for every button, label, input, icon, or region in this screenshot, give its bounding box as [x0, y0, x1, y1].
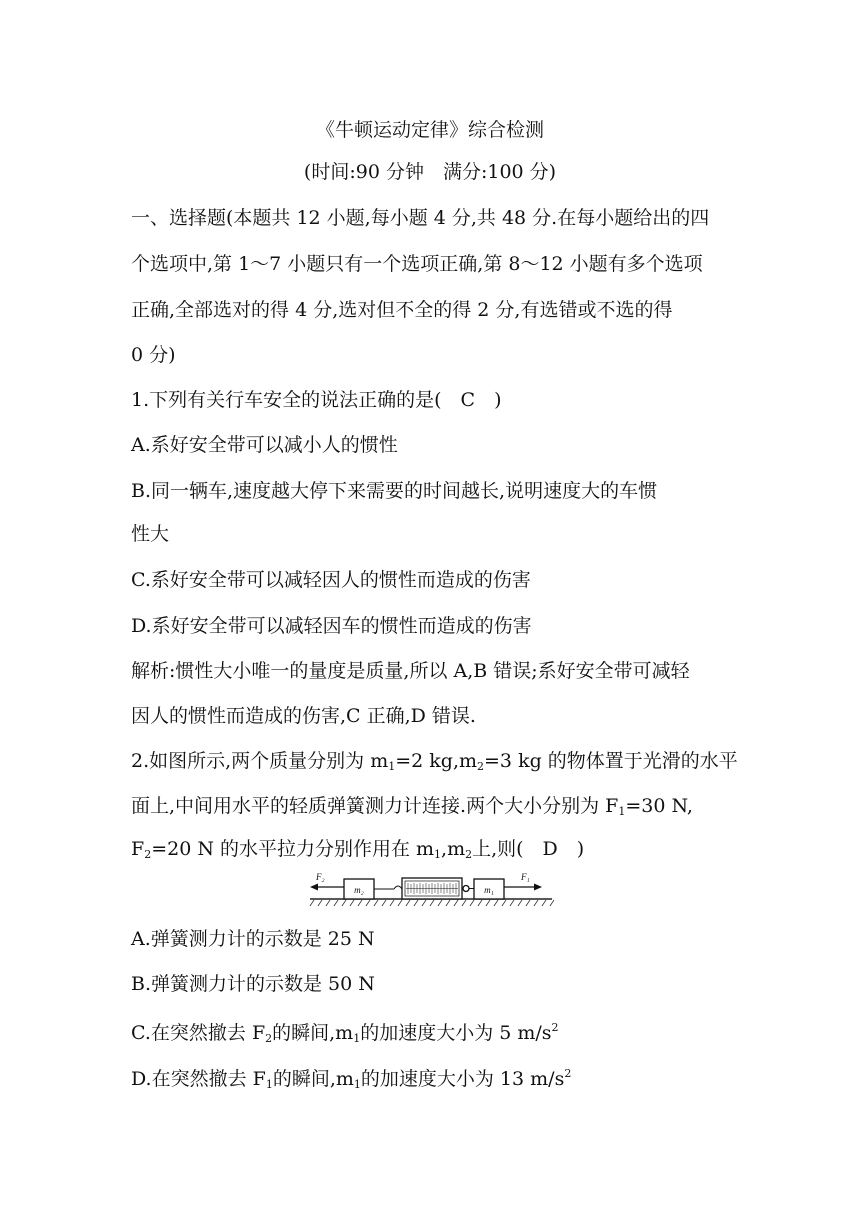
section-header-line: 一、选择题(本题共 12 小题,每小题 4 分,共 48 分.在每小题给出的四 [131, 207, 710, 229]
q1-option-c: C.系好安全带可以减轻因人的惯性而造成的伤害 [131, 569, 531, 591]
section-header-line: 个选项中,第 1～7 小题只有一个选项正确,第 8～12 小题有多个选项 [131, 253, 703, 275]
q1-analysis: 解析:惯性大小唯一的量度是质量,所以 A,B 错误;系好安全带可减轻 [131, 660, 690, 682]
q2-stem-line3: $F_2=20$ N 的水平拉力分别作用在 $m_1,m_2$上,则( D ) [131, 838, 585, 861]
q2-option-d: D.在突然撤去 $F_1$的瞬间$,m_1$的加速度大小为 13 $m/s^2$ [131, 1067, 572, 1091]
q1-option-a: A.系好安全带可以减小人的惯性 [131, 434, 398, 456]
q2-option-b: B.弹簧测力计的示数是 50 N [131, 973, 375, 995]
section-header-line: 正确,全部选对的得 4 分,选对但不全的得 2 分,有选错或不选的得 [131, 299, 673, 321]
f1-label: F₁ [521, 872, 530, 882]
q2-stem-line1: 2.如图所示,两个质量分别为 $m_1=2$ $kg,m_2=3$ kg 的物体置于光滑的水平 [131, 750, 738, 773]
q1-analysis-cont: 因人的惯性而造成的伤害,C 正确,D 错误. [131, 705, 476, 727]
section-header-line: 0 分) [131, 344, 176, 366]
page-subtitle: (时间:90 分钟 满分:100 分) [303, 161, 557, 183]
f1-arrowhead [534, 884, 542, 891]
m1-label: m₁ [484, 885, 494, 895]
q2-stem-line2: 面上,中间用水平的轻质弹簧测力计连接.两个大小分别为 $F_1=30$ N, [131, 795, 693, 818]
f2-label: F₂ [316, 872, 325, 882]
hook-icon [394, 886, 402, 889]
q1-option-b-cont: 性大 [131, 523, 170, 545]
page-title: 《牛顿运动定律》综合检测 [315, 119, 544, 141]
q1-stem: 1.下列有关行车安全的说法正确的是( C ) [131, 389, 502, 411]
q1-option-d: D.系好安全带可以减轻因车的惯性而造成的伤害 [131, 615, 532, 637]
m2-label: m₂ [354, 885, 364, 895]
ground-hatch [310, 900, 554, 906]
spring-scale-figure [306, 868, 556, 910]
q1-option-b: B.同一辆车,速度越大停下来需要的时间越长,说明速度大的车惯 [131, 480, 658, 502]
scale-ring-icon [463, 886, 469, 892]
f2-arrowhead [310, 884, 318, 891]
q2-option-c: C.在突然撤去 $F_2$的瞬间$,m_1$的加速度大小为 5 $m/s^2$ [131, 1021, 559, 1045]
q2-option-a: A.弹簧测力计的示数是 25 N [131, 928, 375, 950]
